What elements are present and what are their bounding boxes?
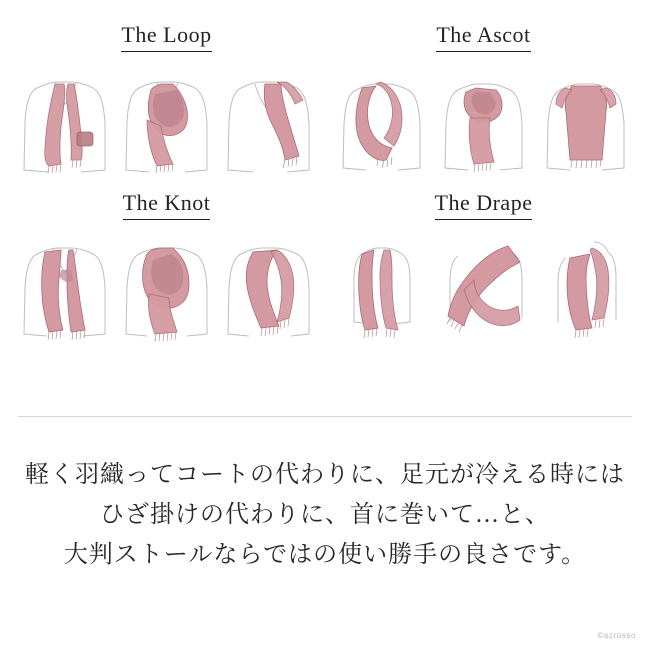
figure-loop-step-3 (219, 60, 319, 178)
style-title-the-knot: The Knot (123, 190, 211, 220)
section-divider (18, 416, 632, 417)
caption-line-2: ひざ掛けの代わりに、首に巻いて…と、 (100, 502, 550, 528)
style-title-the-ascot: The Ascot (436, 22, 530, 52)
figure-set-the-loop (8, 58, 325, 178)
figure-loop-step-2 (117, 60, 217, 178)
figure-drape-step-3 (536, 228, 636, 346)
style-title-the-drape: The Drape (435, 190, 533, 220)
figure-ascot-step-3 (536, 60, 636, 178)
caption-block (0, 455, 650, 575)
figure-knot-step-2 (117, 228, 217, 346)
style-block-the-ascot (325, 10, 642, 178)
styles-row-top (8, 10, 642, 178)
figure-set-the-knot (8, 226, 325, 346)
style-title-the-loop: The Loop (121, 22, 211, 52)
style-block-the-drape (325, 178, 642, 346)
caption-line-1: 軽く羽織ってコートの代わりに、足元が冷える時には (25, 462, 625, 488)
style-block-the-loop (8, 10, 325, 178)
copyright-credit: ©azrosso (597, 631, 636, 640)
figure-set-the-drape (325, 226, 642, 346)
figure-drape-step-1 (332, 228, 432, 346)
styles-row-bottom (8, 178, 642, 346)
figure-loop-step-1 (15, 60, 115, 178)
figure-ascot-step-1 (332, 60, 432, 178)
caption-line-3: 大判ストールならではの使い勝手の良さです。 (63, 542, 587, 568)
figure-set-the-ascot (325, 58, 642, 178)
figure-ascot-step-2 (434, 60, 534, 178)
style-block-the-knot (8, 178, 325, 346)
figure-knot-step-1 (15, 228, 115, 346)
figure-drape-step-2 (434, 228, 534, 346)
figure-knot-step-3 (219, 228, 319, 346)
